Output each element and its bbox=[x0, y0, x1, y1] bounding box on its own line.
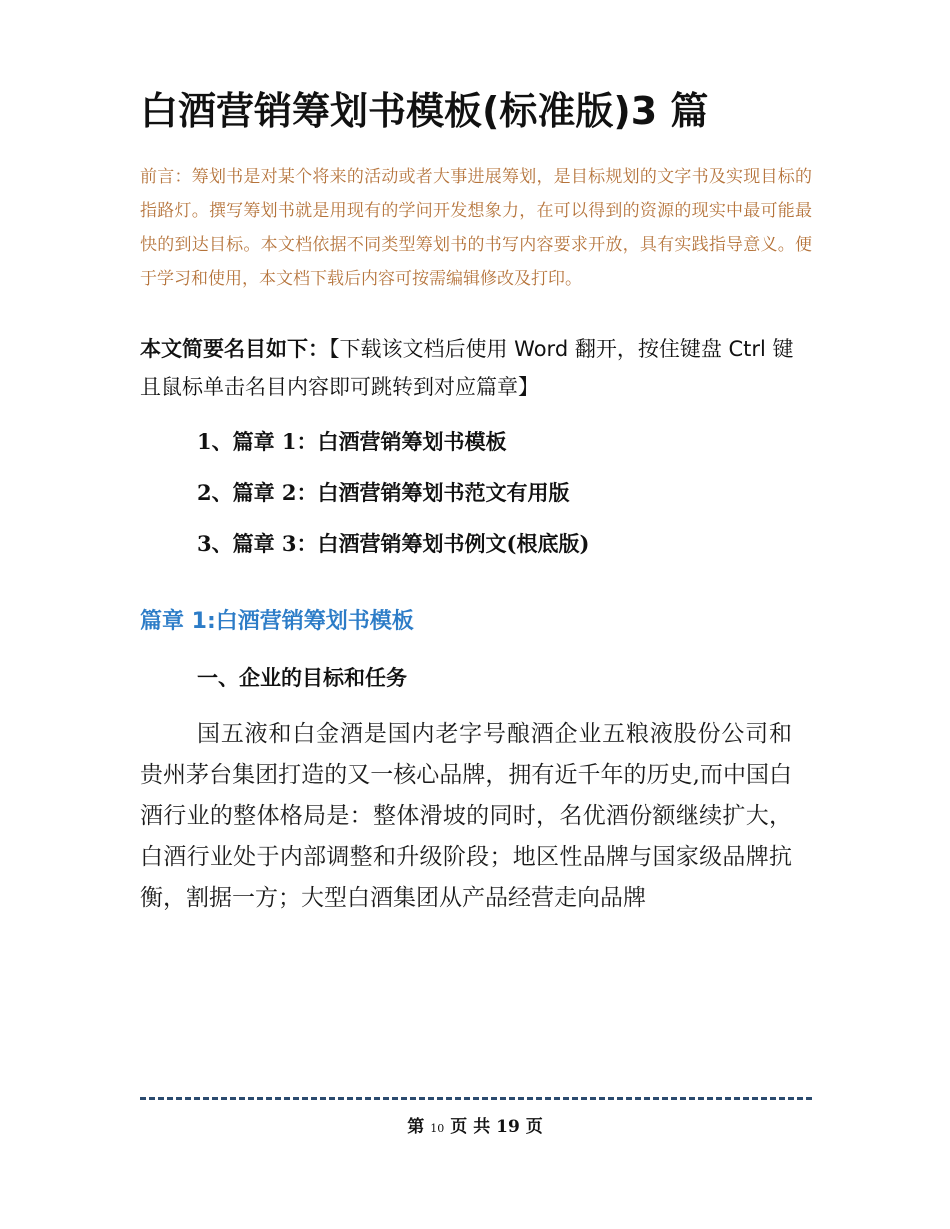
toc-heading bbox=[140, 330, 812, 406]
toc-item-3[interactable]: 3、篇章 3：白酒营销筹划书例文(根底版) bbox=[197, 531, 590, 556]
document-title: 白酒营销筹划书模板(标准版)3 篇 bbox=[140, 89, 709, 133]
footer-prefix: 第 bbox=[407, 1117, 425, 1137]
toc-heading-note: 【下载该文档后使用 Word 翻开，按住键盘 Ctrl 键且鼠标单击名目内容即可跳转到对应篇章】 bbox=[140, 337, 794, 399]
toc-list bbox=[197, 424, 589, 577]
footer-suffix: 页 共 19 页 bbox=[450, 1117, 543, 1137]
preface-paragraph: 前言：筹划书是对某个将来的活动或者大事进展筹划，是目标规划的文字书及实现目标的指路灯。撰写筹划书就是用现有的学问开发想象力，在可以得到的资源的现实中最可能最快的到达目标。本文档依据不同类型筹划书的书写内容要求开放，具有实践指导意义。便于学习和使用，本文档下载后内容可按需编辑修改及打印。 bbox=[140, 167, 812, 289]
chapter-heading: 篇章 1:白酒营销筹划书模板 bbox=[140, 609, 414, 634]
body-paragraph: 国五液和白金酒是国内老字号酿酒企业五粮液股份公司和贵州茅台集团打造的又一核心品牌，拥有近千年的历史,而中国白酒行业的整体格局是：整体滑坡的同时，名优酒份额继续扩大，白酒行业处于内部调整和升级阶段；地区性品牌与国家级品牌抗衡，割据一方；大型白酒集团从产品经营走向品牌 bbox=[140, 721, 792, 911]
toc-item-1[interactable]: 1、篇章 1：白酒营销筹划书模板 bbox=[197, 429, 507, 454]
toc-item-2[interactable]: 2、篇章 2：白酒营销筹划书范文有用版 bbox=[197, 480, 570, 505]
footer-divider bbox=[140, 1097, 812, 1100]
page-number: 10 bbox=[430, 1122, 445, 1135]
toc-heading-lead: 本文简要名目如下： bbox=[140, 337, 329, 361]
section-heading: 一、企业的目标和任务 bbox=[197, 666, 407, 690]
page-footer bbox=[0, 1112, 950, 1137]
